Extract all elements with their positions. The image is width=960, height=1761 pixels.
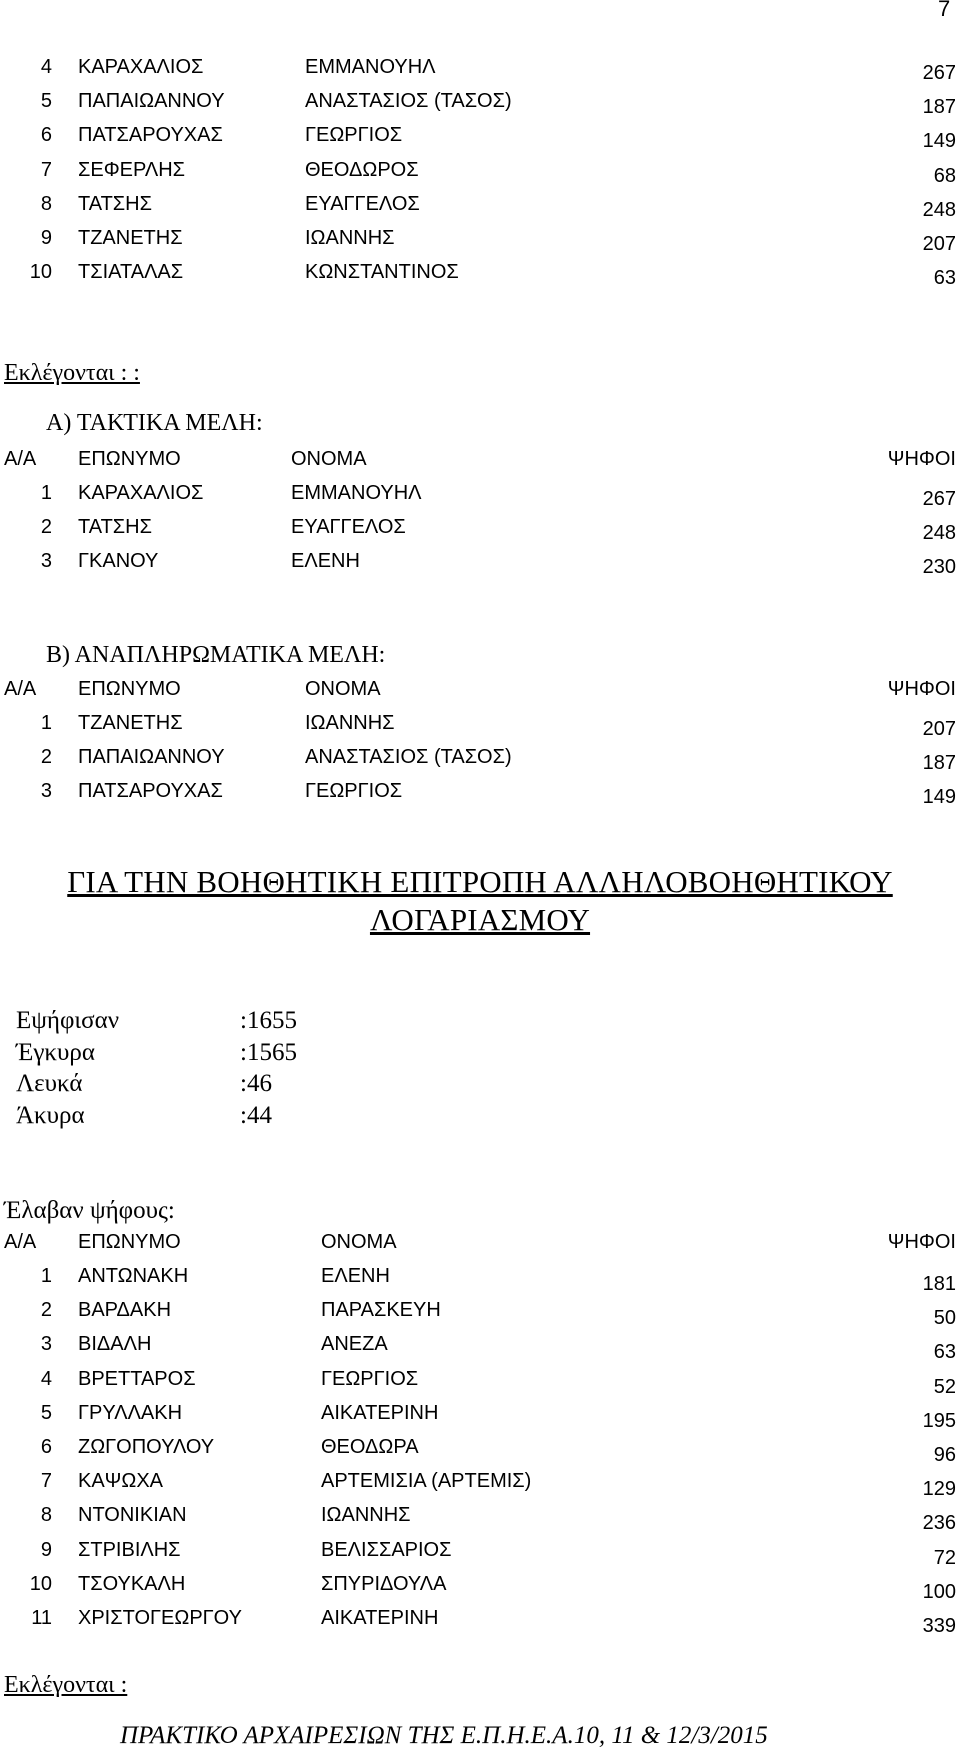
table-row [0, 1573, 960, 1603]
row-votes: 100 [922, 1580, 956, 1603]
stat-label: Άκυρα [16, 1101, 85, 1129]
received-votes-label: Έλαβαν ψήφους: [4, 1197, 175, 1224]
page-footer: ΠΡΑΚΤΙΚΟ ΑΡΧΑΙΡΕΣΙΩΝ ΤΗΣ Ε.Π.Η.Ε.Α.10, 11 & 12/3/2015 [120, 1722, 768, 1749]
row-number: 7 [40, 158, 52, 181]
header-aa: Α/Α [4, 1231, 37, 1253]
row-surname: ΤΑΤΣΗΣ [78, 516, 152, 538]
stat-value: :1655 [240, 1007, 297, 1034]
stat-label: Έγκυρα [16, 1038, 95, 1066]
row-surname: ΤΣΟΥΚΑΛΗ [78, 1572, 186, 1595]
table-row [0, 124, 960, 154]
row-name: ΑΝΑΣΤΑΣΙΟΣ (ΤΑΣΟΣ) [305, 90, 512, 113]
row-votes: 207 [922, 718, 956, 740]
row-surname: ΓΚΑΝΟΥ [78, 550, 159, 572]
row-name: ΠΑΡΑΣΚΕΥΗ [321, 1299, 441, 1322]
table-row [0, 550, 960, 580]
row-surname: ΖΩΓΟΠΟΥΛΟΥ [78, 1436, 215, 1458]
row-name: ΓΕΩΡΓΙΟΣ [305, 780, 403, 802]
row-surname: ΓΡΥΛΛΑΚΗ [78, 1401, 183, 1424]
header-aa: Α/Α [4, 678, 37, 700]
table-row [0, 1607, 960, 1637]
table-row [0, 516, 960, 546]
row-number: 5 [40, 90, 52, 113]
alternate-members-title: Β) ΑΝΑΠΛΗΡΩΜΑΤΙΚΑ ΜΕΛΗ: [46, 642, 386, 668]
header-name: ΟΝΟΜΑ [291, 448, 367, 470]
table-header [0, 678, 960, 708]
row-number: 1 [40, 482, 52, 504]
row-name: ΕΛΕΝΗ [291, 550, 360, 572]
row-votes: 187 [922, 752, 956, 774]
row-surname: ΠΑΤΣΑΡΟΥΧΑΣ [78, 780, 223, 802]
row-votes: 96 [933, 1444, 956, 1466]
row-name: ΘΕΟΔΩΡΑ [321, 1436, 419, 1458]
row-votes: 63 [933, 1341, 956, 1364]
row-name: ΣΠΥΡΙΔΟΥΛΑ [321, 1572, 447, 1595]
elected-label: Εκλέγονται : : [4, 360, 140, 386]
table-row [0, 1368, 960, 1398]
row-number: 3 [40, 550, 52, 572]
table-row [0, 1265, 960, 1295]
table-row [0, 1333, 960, 1363]
table-row [0, 482, 960, 512]
row-name: ΕΥΑΓΓΕΛΟΣ [291, 516, 406, 538]
row-surname: ΣΤΡΙΒΙΛΗΣ [78, 1538, 181, 1561]
row-votes: 248 [922, 198, 956, 221]
row-surname: ΒΡΕΤΤΑΡΟΣ [78, 1367, 196, 1390]
row-number: 9 [40, 1538, 52, 1561]
row-name: ΚΩΝΣΤΑΝΤΙΝΟΣ [305, 261, 459, 284]
table-row [0, 227, 960, 257]
row-name: ΓΕΩΡΓΙΟΣ [321, 1367, 419, 1390]
row-surname: ΚΑΨΩΧΑ [78, 1470, 164, 1493]
row-votes: 63 [933, 267, 956, 290]
row-votes: 187 [922, 96, 956, 119]
row-number: 3 [40, 1333, 52, 1356]
row-votes: 207 [922, 233, 956, 255]
row-number: 1 [40, 1265, 52, 1287]
row-name: ΓΕΩΡΓΙΟΣ [305, 124, 403, 147]
header-surname: ΕΠΩΝΥΜΟ [78, 678, 181, 700]
row-votes: 68 [933, 164, 956, 187]
row-surname: ΤΖΑΝΕΤΗΣ [78, 712, 183, 734]
table-row [0, 90, 960, 120]
row-surname: ΠΑΤΣΑΡΟΥΧΑΣ [78, 124, 223, 147]
table-row [0, 1504, 960, 1534]
table-row [0, 56, 960, 86]
row-surname: ΤΑΤΣΗΣ [78, 192, 152, 215]
row-name: ΕΛΕΝΗ [321, 1265, 390, 1287]
header-surname: ΕΠΩΝΥΜΟ [78, 448, 181, 470]
row-surname: ΠΑΠΑΙΩΑΝΝΟΥ [78, 746, 225, 768]
row-number: 8 [40, 1504, 52, 1527]
row-name: ΘΕΟΔΩΡΟΣ [305, 158, 419, 181]
row-surname: ΒΙΔΑΛΗ [78, 1333, 152, 1356]
row-surname: ΧΡΙΣΤΟΓΕΩΡΓΟΥ [78, 1607, 242, 1629]
row-name: ΑΝΕΖΑ [321, 1333, 388, 1356]
row-surname: ΣΕΦΕΡΛΗΣ [78, 158, 186, 181]
row-number: 2 [40, 1299, 52, 1322]
table-row [0, 261, 960, 291]
row-name: ΑΙΚΑΤΕΡΙΝΗ [321, 1607, 439, 1629]
row-surname: ΝΤΟΝΙΚΙΑΝ [78, 1504, 187, 1527]
table-header [0, 448, 960, 478]
row-votes: 267 [922, 488, 956, 510]
row-name: ΑΡΤΕΜΙΣΙΑ (ΑΡΤΕΜΙΣ) [321, 1470, 532, 1493]
row-number: 2 [40, 516, 52, 538]
row-surname: ΑΝΤΩΝΑΚΗ [78, 1265, 189, 1287]
header-votes: ΨΗΦΟΙ [887, 1231, 956, 1253]
row-number: 1 [40, 712, 52, 734]
row-votes: 149 [922, 786, 956, 808]
row-number: 7 [40, 1470, 52, 1493]
row-surname: ΤΣΙΑΤΑΛΑΣ [78, 261, 184, 284]
row-number: 9 [40, 227, 52, 249]
table-header [0, 1231, 960, 1261]
row-votes: 236 [922, 1512, 956, 1535]
row-name: ΑΙΚΑΤΕΡΙΝΗ [321, 1401, 439, 1424]
table-row [0, 193, 960, 223]
row-votes: 339 [922, 1615, 956, 1637]
row-number: 5 [40, 1401, 52, 1424]
table-row [0, 1539, 960, 1569]
header-name: ΟΝΟΜΑ [305, 678, 381, 700]
row-number: 4 [40, 56, 52, 78]
row-name: ΕΜΜΑΝΟΥΗΛ [305, 56, 436, 78]
regular-members-title: Α) ΤΑΚΤΙΚΑ ΜΕΛΗ: [46, 410, 263, 436]
header-aa: Α/Α [4, 448, 37, 470]
row-name: ΑΝΑΣΤΑΣΙΟΣ (ΤΑΣΟΣ) [305, 746, 512, 768]
row-surname: ΚΑΡΑΧΑΛΙΟΣ [78, 56, 204, 78]
committee-title-line1: ΓΙΑ ΤΗΝ ΒΟΗΘΗΤΙΚΗ ΕΠΙΤΡΟΠΗ ΑΛΛΗΛΟΒΟΗΘΗΤΙΚΟΥ [67, 864, 893, 899]
table-row [0, 159, 960, 189]
row-number: 6 [40, 124, 52, 147]
stat-value: :44 [240, 1101, 272, 1129]
row-votes: 267 [922, 62, 956, 84]
row-votes: 72 [933, 1546, 956, 1569]
row-name: ΙΩΑΝΝΗΣ [305, 227, 395, 249]
stat-value: :46 [240, 1070, 272, 1097]
row-votes: 50 [933, 1307, 956, 1330]
row-votes: 149 [922, 130, 956, 153]
row-surname: ΒΑΡΔΑΚΗ [78, 1299, 172, 1322]
row-name: ΕΜΜΑΝΟΥΗΛ [291, 482, 422, 504]
header-votes: ΨΗΦΟΙ [887, 448, 956, 470]
row-surname: ΠΑΠΑΙΩΑΝΝΟΥ [78, 90, 225, 113]
table-row [0, 1299, 960, 1329]
row-votes: 195 [922, 1409, 956, 1432]
stat-value: :1565 [240, 1038, 297, 1066]
header-surname: ΕΠΩΝΥΜΟ [78, 1231, 181, 1253]
table-row [0, 1402, 960, 1432]
row-surname: ΤΖΑΝΕΤΗΣ [78, 227, 183, 249]
row-votes: 248 [922, 522, 956, 544]
committee-title-line2: ΛΟΓΑΡΙΑΣΜΟΥ [369, 902, 591, 937]
row-name: ΙΩΑΝΝΗΣ [321, 1504, 411, 1527]
row-name: ΒΕΛΙΣΣΑΡΙΟΣ [321, 1538, 452, 1561]
row-number: 10 [29, 1572, 52, 1595]
row-number: 6 [40, 1436, 52, 1458]
header-votes: ΨΗΦΟΙ [887, 678, 956, 700]
row-number: 2 [40, 746, 52, 768]
table-row [0, 712, 960, 742]
row-votes: 129 [922, 1478, 956, 1501]
row-number: 11 [31, 1607, 52, 1629]
page-number: 7 [938, 0, 951, 21]
elected-label-2: Εκλέγονται : [4, 1672, 128, 1698]
row-number: 4 [40, 1367, 52, 1390]
row-name: ΙΩΑΝΝΗΣ [305, 712, 395, 734]
stat-label: Εψήφισαν [16, 1007, 120, 1034]
row-number: 8 [40, 192, 52, 215]
row-number: 10 [29, 261, 52, 284]
table-row [0, 1470, 960, 1500]
row-name: ΕΥΑΓΓΕΛΟΣ [305, 192, 420, 215]
stat-label: Λευκά [16, 1070, 83, 1097]
table-row [0, 780, 960, 810]
table-row [0, 746, 960, 776]
row-votes: 52 [933, 1375, 956, 1398]
table-row [0, 1436, 960, 1466]
row-number: 3 [40, 780, 52, 802]
row-surname: ΚΑΡΑΧΑΛΙΟΣ [78, 482, 204, 504]
row-votes: 230 [922, 556, 956, 578]
row-votes: 181 [922, 1273, 956, 1295]
header-name: ΟΝΟΜΑ [321, 1231, 397, 1253]
